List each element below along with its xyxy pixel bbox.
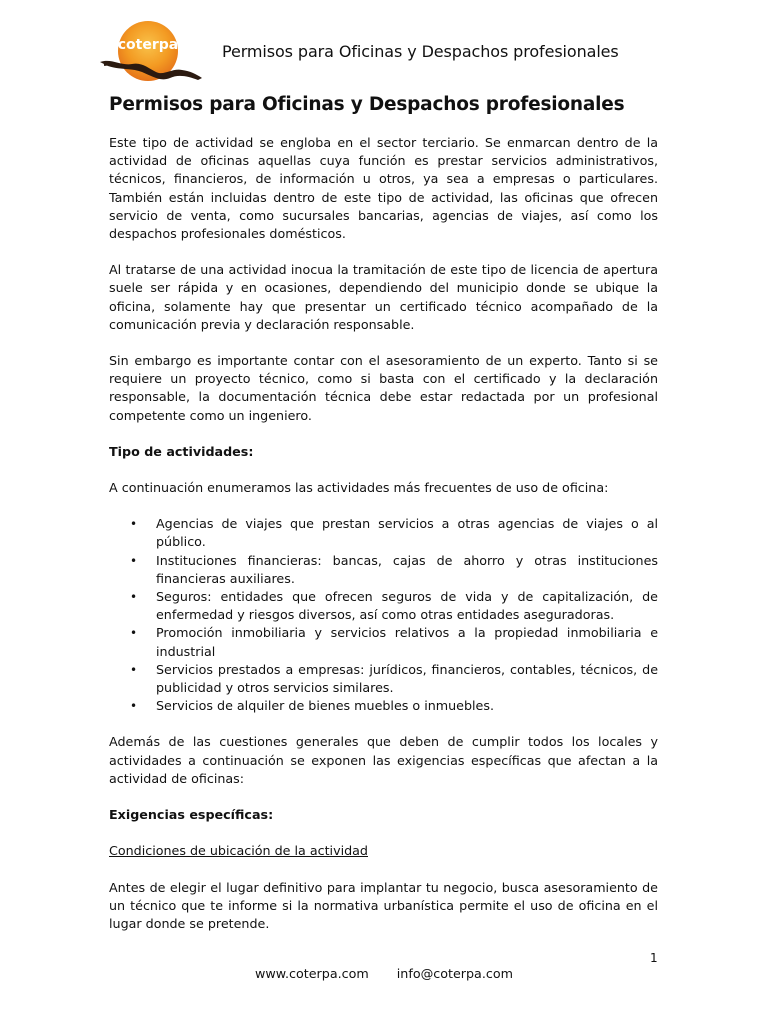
bullet-icon: • (130, 553, 138, 568)
page-number: 1 (650, 951, 658, 965)
bullet-icon: • (130, 699, 138, 714)
section-heading-activities: Tipo de actividades: (109, 443, 254, 459)
list-item-text: Promoción inmobiliaria y servicios relativos a la propiedad inmobiliaria e industrial (156, 625, 658, 659)
activity-list (109, 515, 658, 715)
section-heading-requirements: Exigencias específicas: (109, 807, 274, 823)
list-item-text: Servicios prestados a empresas: jurídicos, financieros, contables, técnicos, de publicidad y otros servicios similares. (156, 661, 658, 696)
list-item-text: Instituciones financieras: bancas, cajas de ahorro y otras instituciones financieras auxiliares. (156, 552, 658, 586)
header-title: Permisos para Oficinas y Despachos profesionales (222, 42, 619, 61)
document-body (109, 94, 658, 951)
list-intro: A continuación enumeramos las actividades más frecuentes de uso de oficina: (109, 480, 609, 496)
subsection-heading: Condiciones de ubicación de la actividad (109, 843, 368, 859)
list-item (109, 661, 658, 697)
paragraph: Este tipo de actividad se engloba en el sector terciario. Se enmarcan dentro de la actividad de oficinas aquellas cuya función es prestar servicios administrativos, técnicos, financieros, de información u otros, ya sea a empresas o particulares. También están incluidas dentro de este tipo de actividad, las oficinas que ofrecen servicio de venta, como sucursales bancarias, agencias de viajes, así como los despachos profesionales domésticos. (109, 135, 658, 242)
list-item-text: Agencias de viajes que prestan servicios a otras agencias de viajes o al público. (156, 516, 658, 550)
paragraph: Sin embargo es importante contar con el asesoramiento de un experto. Tanto si se requiere un proyecto técnico, como si basta con el certificado y la declaración responsable, la documentación técnica debe estar redactada por un profesional competente como un ingeniero. (109, 353, 658, 423)
bullet-icon: • (130, 590, 138, 605)
bullet-icon: • (130, 626, 138, 641)
list-item-text: Servicios de alquiler de bienes muebles o inmuebles. (156, 698, 495, 714)
footer (0, 966, 768, 981)
bullet-icon: • (130, 517, 138, 532)
paragraph: Al tratarse de una actividad inocua la tramitación de este tipo de licencia de apertura suele ser rápida y en ocasiones, dependiendo del municipio donde se ubique la oficina, solamente hay que presentar un certificado técnico acompañado de la comunicación previa y declaración responsable. (109, 262, 658, 332)
paragraph: Además de las cuestiones generales que deben de cumplir todos los locales y actividades a continuación se exponen las exigencias específicas que afectan a la actividad de oficinas: (109, 734, 658, 786)
list-item (109, 697, 658, 715)
page-title: Permisos para Oficinas y Despachos profesionales (109, 94, 625, 115)
list-item (109, 515, 658, 551)
list-item-text: Seguros: entidades que ofrecen seguros de vida y de capitalización, de enfermedad y riesgos diversos, así como otras entidades aseguradoras. (156, 589, 658, 623)
coterpa-logo (98, 18, 206, 90)
logo-text: coterpa (117, 37, 179, 53)
footer-website: www.coterpa.com (255, 966, 369, 981)
footer-email: info@coterpa.com (396, 966, 513, 981)
list-item (109, 624, 658, 660)
list-item (109, 588, 658, 624)
list-item (109, 552, 658, 588)
paragraph: Antes de elegir el lugar definitivo para implantar tu negocio, busca asesoramiento de un técnico que te informe si la normativa urbanística permite el uso de oficina en el lugar donde se pretende. (109, 879, 658, 931)
bullet-icon: • (130, 662, 138, 677)
